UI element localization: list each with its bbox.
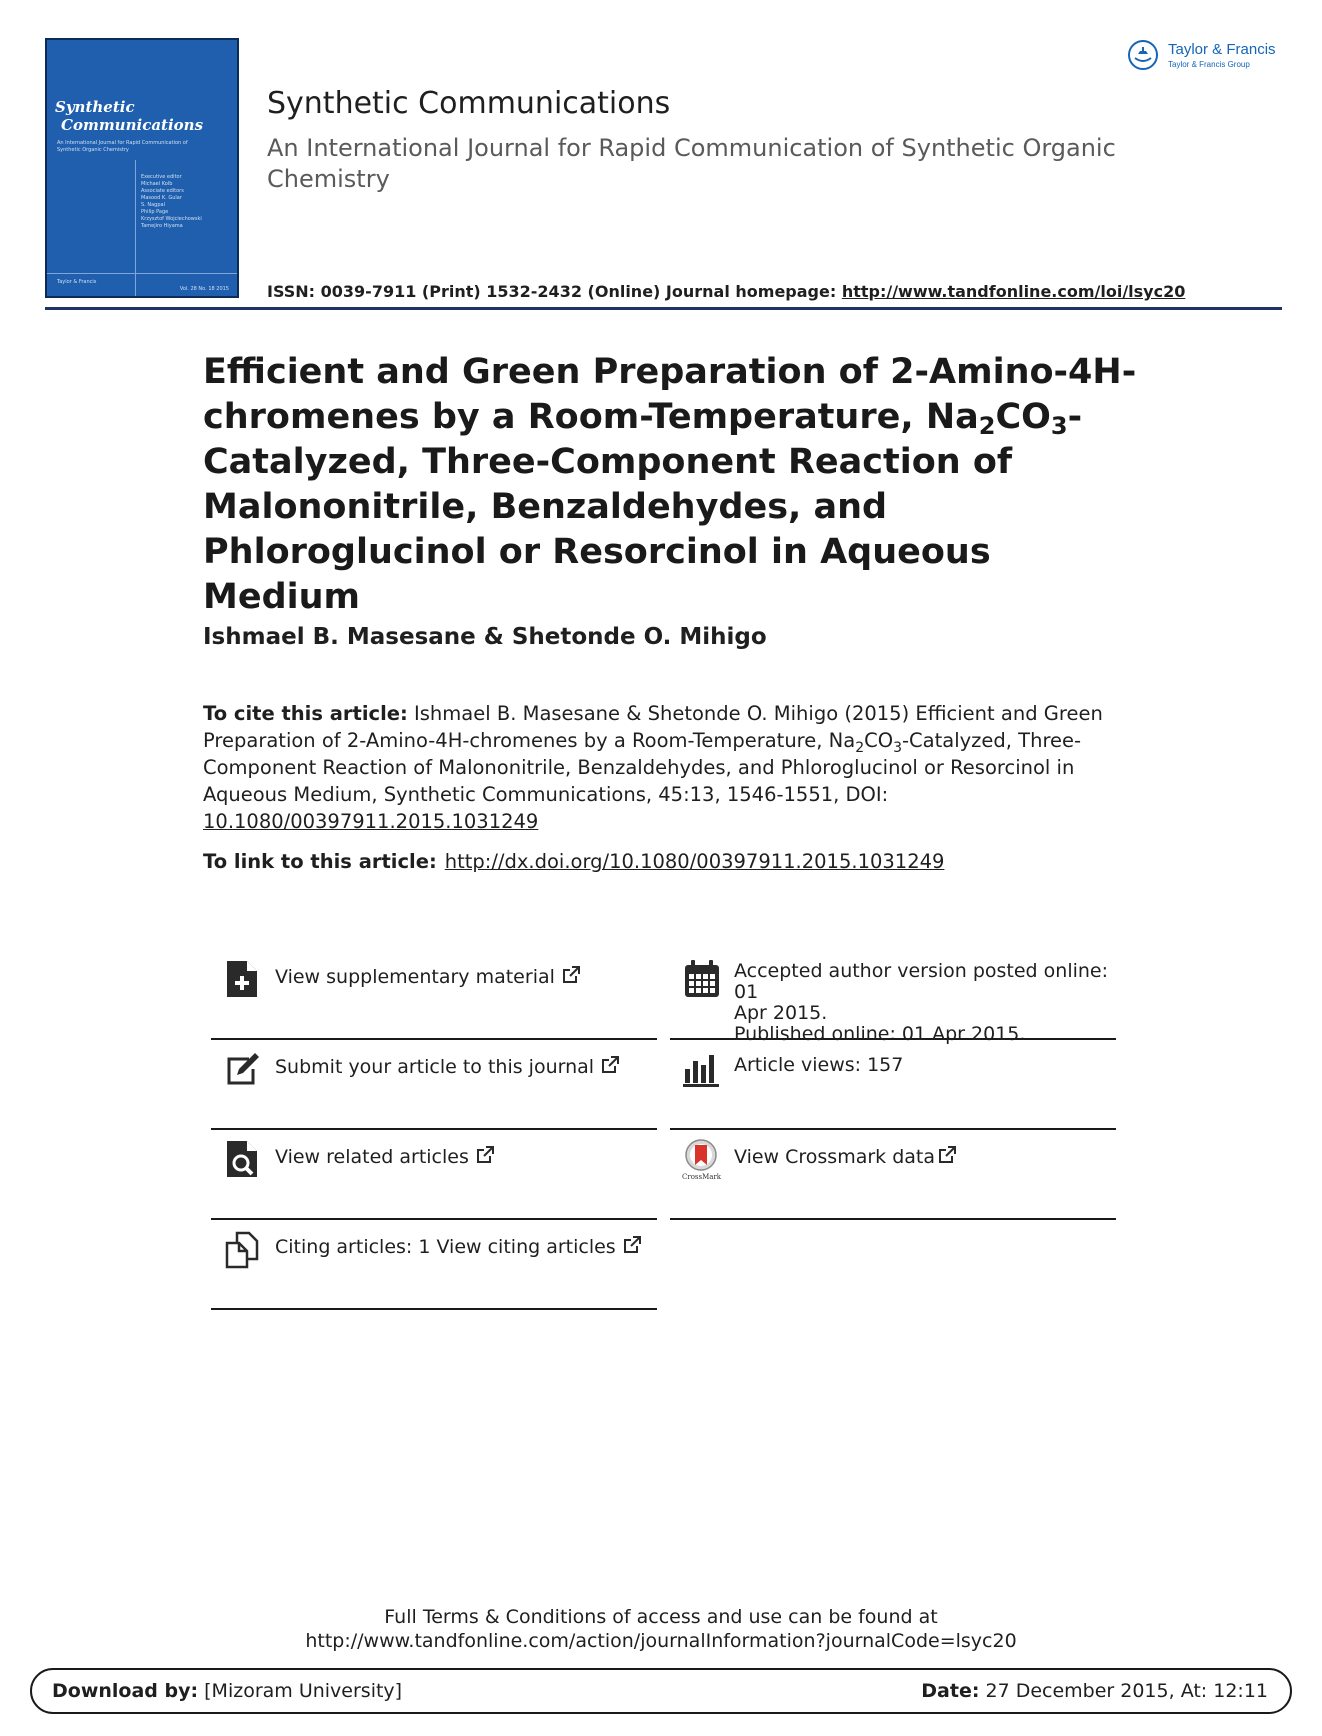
issn-text: ISSN: 0039-7911 (Print) 1532-2432 (Online) Journal homepage: — [267, 282, 842, 301]
citation-label: To cite this article: — [203, 702, 408, 725]
tf-logo-name: Taylor & Francis — [1168, 41, 1276, 58]
issn-line — [267, 282, 1185, 301]
submit-label: Submit your article to this journal — [275, 1056, 595, 1078]
related-articles-link[interactable] — [275, 1145, 495, 1168]
bar-chart-icon — [682, 1049, 720, 1089]
download-value: [Mizoram University] — [198, 1680, 403, 1702]
title-sub-1: 2 — [978, 412, 996, 440]
terms-notice — [0, 1605, 1322, 1653]
crossmark-logo-text: CrossMark — [682, 1173, 722, 1181]
terms-line1: Full Terms & Conditions of access and use can be found at — [384, 1606, 938, 1628]
crossmark-box[interactable] — [670, 1131, 1116, 1220]
submit-article-box[interactable] — [211, 1041, 657, 1130]
edit-pencil-icon — [223, 1049, 261, 1089]
crossmark-link[interactable] — [734, 1145, 957, 1168]
journal-title: Synthetic Communications — [267, 86, 671, 121]
calendar-icon — [682, 959, 720, 999]
publication-dates-box — [670, 951, 1116, 1045]
cover-volume: Vol. 28 No. 18 2015 — [179, 286, 229, 292]
copy-documents-icon — [223, 1229, 261, 1269]
article-title — [203, 350, 1143, 620]
document-plus-icon — [223, 959, 261, 999]
citation-text-3: -Catalyzed, Three-Component Reaction of Malononitrile, Benzaldehydes, and Phloroglucinol or Resorcinol in Aqueous Medium, Synthetic Communications, 45:13, 1546-1551, DOI: — [203, 729, 1082, 806]
supplementary-material-box[interactable] — [211, 951, 657, 1040]
citation-doi-link[interactable]: 10.1080/00397911.2015.1031249 — [203, 810, 539, 833]
external-link-icon — [600, 1055, 620, 1075]
title-sub-2: 3 — [1050, 412, 1068, 440]
citation-text-2: CO — [864, 729, 894, 752]
cover-title-line2: Communications — [61, 116, 204, 134]
citing-label: Citing articles: 1 View citing articles — [275, 1236, 616, 1258]
citation-block — [203, 700, 1103, 835]
supplementary-material-link[interactable] — [275, 965, 581, 988]
submit-article-link[interactable] — [275, 1055, 620, 1078]
article-views-box — [670, 1041, 1116, 1130]
related-label: View related articles — [275, 1146, 469, 1168]
cover-editors: Executive editor Michael Kolb Associate editors Masood K. Gular S. Nagpal Philip Page Krzysztof Wojciechowski Tamejiro Hiyama — [141, 174, 202, 229]
cover-title-line1: Synthetic — [55, 98, 135, 116]
article-views-text: Article views: 157 — [734, 1054, 904, 1076]
citing-articles-box[interactable] — [211, 1221, 657, 1310]
crossmark-label: View Crossmark data — [734, 1146, 936, 1168]
title-text-1: Efficient and Green Preparation of 2-Amino-4H-chromenes by a Room-Temperature, Na — [203, 352, 1137, 437]
tf-logo-group: Taylor & Francis Group — [1168, 60, 1250, 69]
tf-logo-icon — [1128, 40, 1158, 70]
download-info-bar — [30, 1668, 1292, 1714]
cover-footer — [47, 273, 237, 296]
citation-text-1: Ishmael B. Masesane & Shetonde O. Mihigo (2015) Efficient and Green Preparation of 2-Amino-4H-chromenes by a Room-Temperature, Na — [203, 702, 1103, 752]
published-line: Published online: 01 Apr 2015. — [734, 1023, 1026, 1045]
document-search-icon — [223, 1139, 261, 1179]
supplementary-label: View supplementary material — [275, 966, 555, 988]
external-link-icon — [622, 1235, 642, 1255]
journal-homepage-link[interactable]: http://www.tandfonline.com/loi/lsyc20 — [841, 282, 1186, 301]
publication-dates-text — [734, 961, 1116, 1045]
cover-publisher: Taylor & Francis — [57, 279, 97, 285]
cover-title — [55, 98, 235, 134]
download-by — [52, 1680, 402, 1702]
accepted-line2: Apr 2015. — [734, 1002, 828, 1024]
link-label: To link to this article: — [203, 850, 437, 873]
title-text-3: -Catalyzed, Three-Component Reaction of Malononitrile, Benzaldehydes, and Phloroglucinol or Resorcinol in Aqueous Medium — [203, 397, 1083, 617]
date-label: Date: — [921, 1680, 980, 1702]
external-link-icon — [937, 1145, 957, 1165]
taylor-francis-logo[interactable] — [1128, 38, 1288, 78]
download-date — [921, 1680, 1268, 1702]
citation-sub-2: 3 — [893, 739, 903, 756]
related-articles-box[interactable] — [211, 1131, 657, 1220]
date-value: 27 December 2015, At: 12:11 — [979, 1680, 1268, 1702]
crossmark-icon — [682, 1139, 720, 1179]
header-divider — [45, 307, 1282, 310]
journal-cover-image — [45, 38, 239, 298]
accepted-line1: Accepted author version posted online: 01 — [734, 960, 1109, 1003]
external-link-icon — [475, 1145, 495, 1165]
cover-subtitle: An International Journal for Rapid Communication of Synthetic Organic Chemistry — [57, 140, 188, 153]
article-authors: Ishmael B. Masesane & Shetonde O. Mihigo — [203, 624, 767, 650]
download-label: Download by: — [52, 1680, 199, 1702]
title-text-2: CO — [995, 397, 1051, 437]
article-doi-url[interactable]: http://dx.doi.org/10.1080/00397911.2015.1031249 — [444, 850, 945, 873]
external-link-icon — [561, 965, 581, 985]
citing-articles-link[interactable] — [275, 1235, 642, 1258]
terms-url[interactable]: http://www.tandfonline.com/action/journalInformation?journalCode=lsyc20 — [305, 1630, 1017, 1652]
journal-subtitle: An International Journal for Rapid Communication of Synthetic Organic Chemistry — [267, 134, 1116, 193]
article-link-line — [203, 850, 944, 873]
citation-sub-1: 2 — [855, 739, 865, 756]
